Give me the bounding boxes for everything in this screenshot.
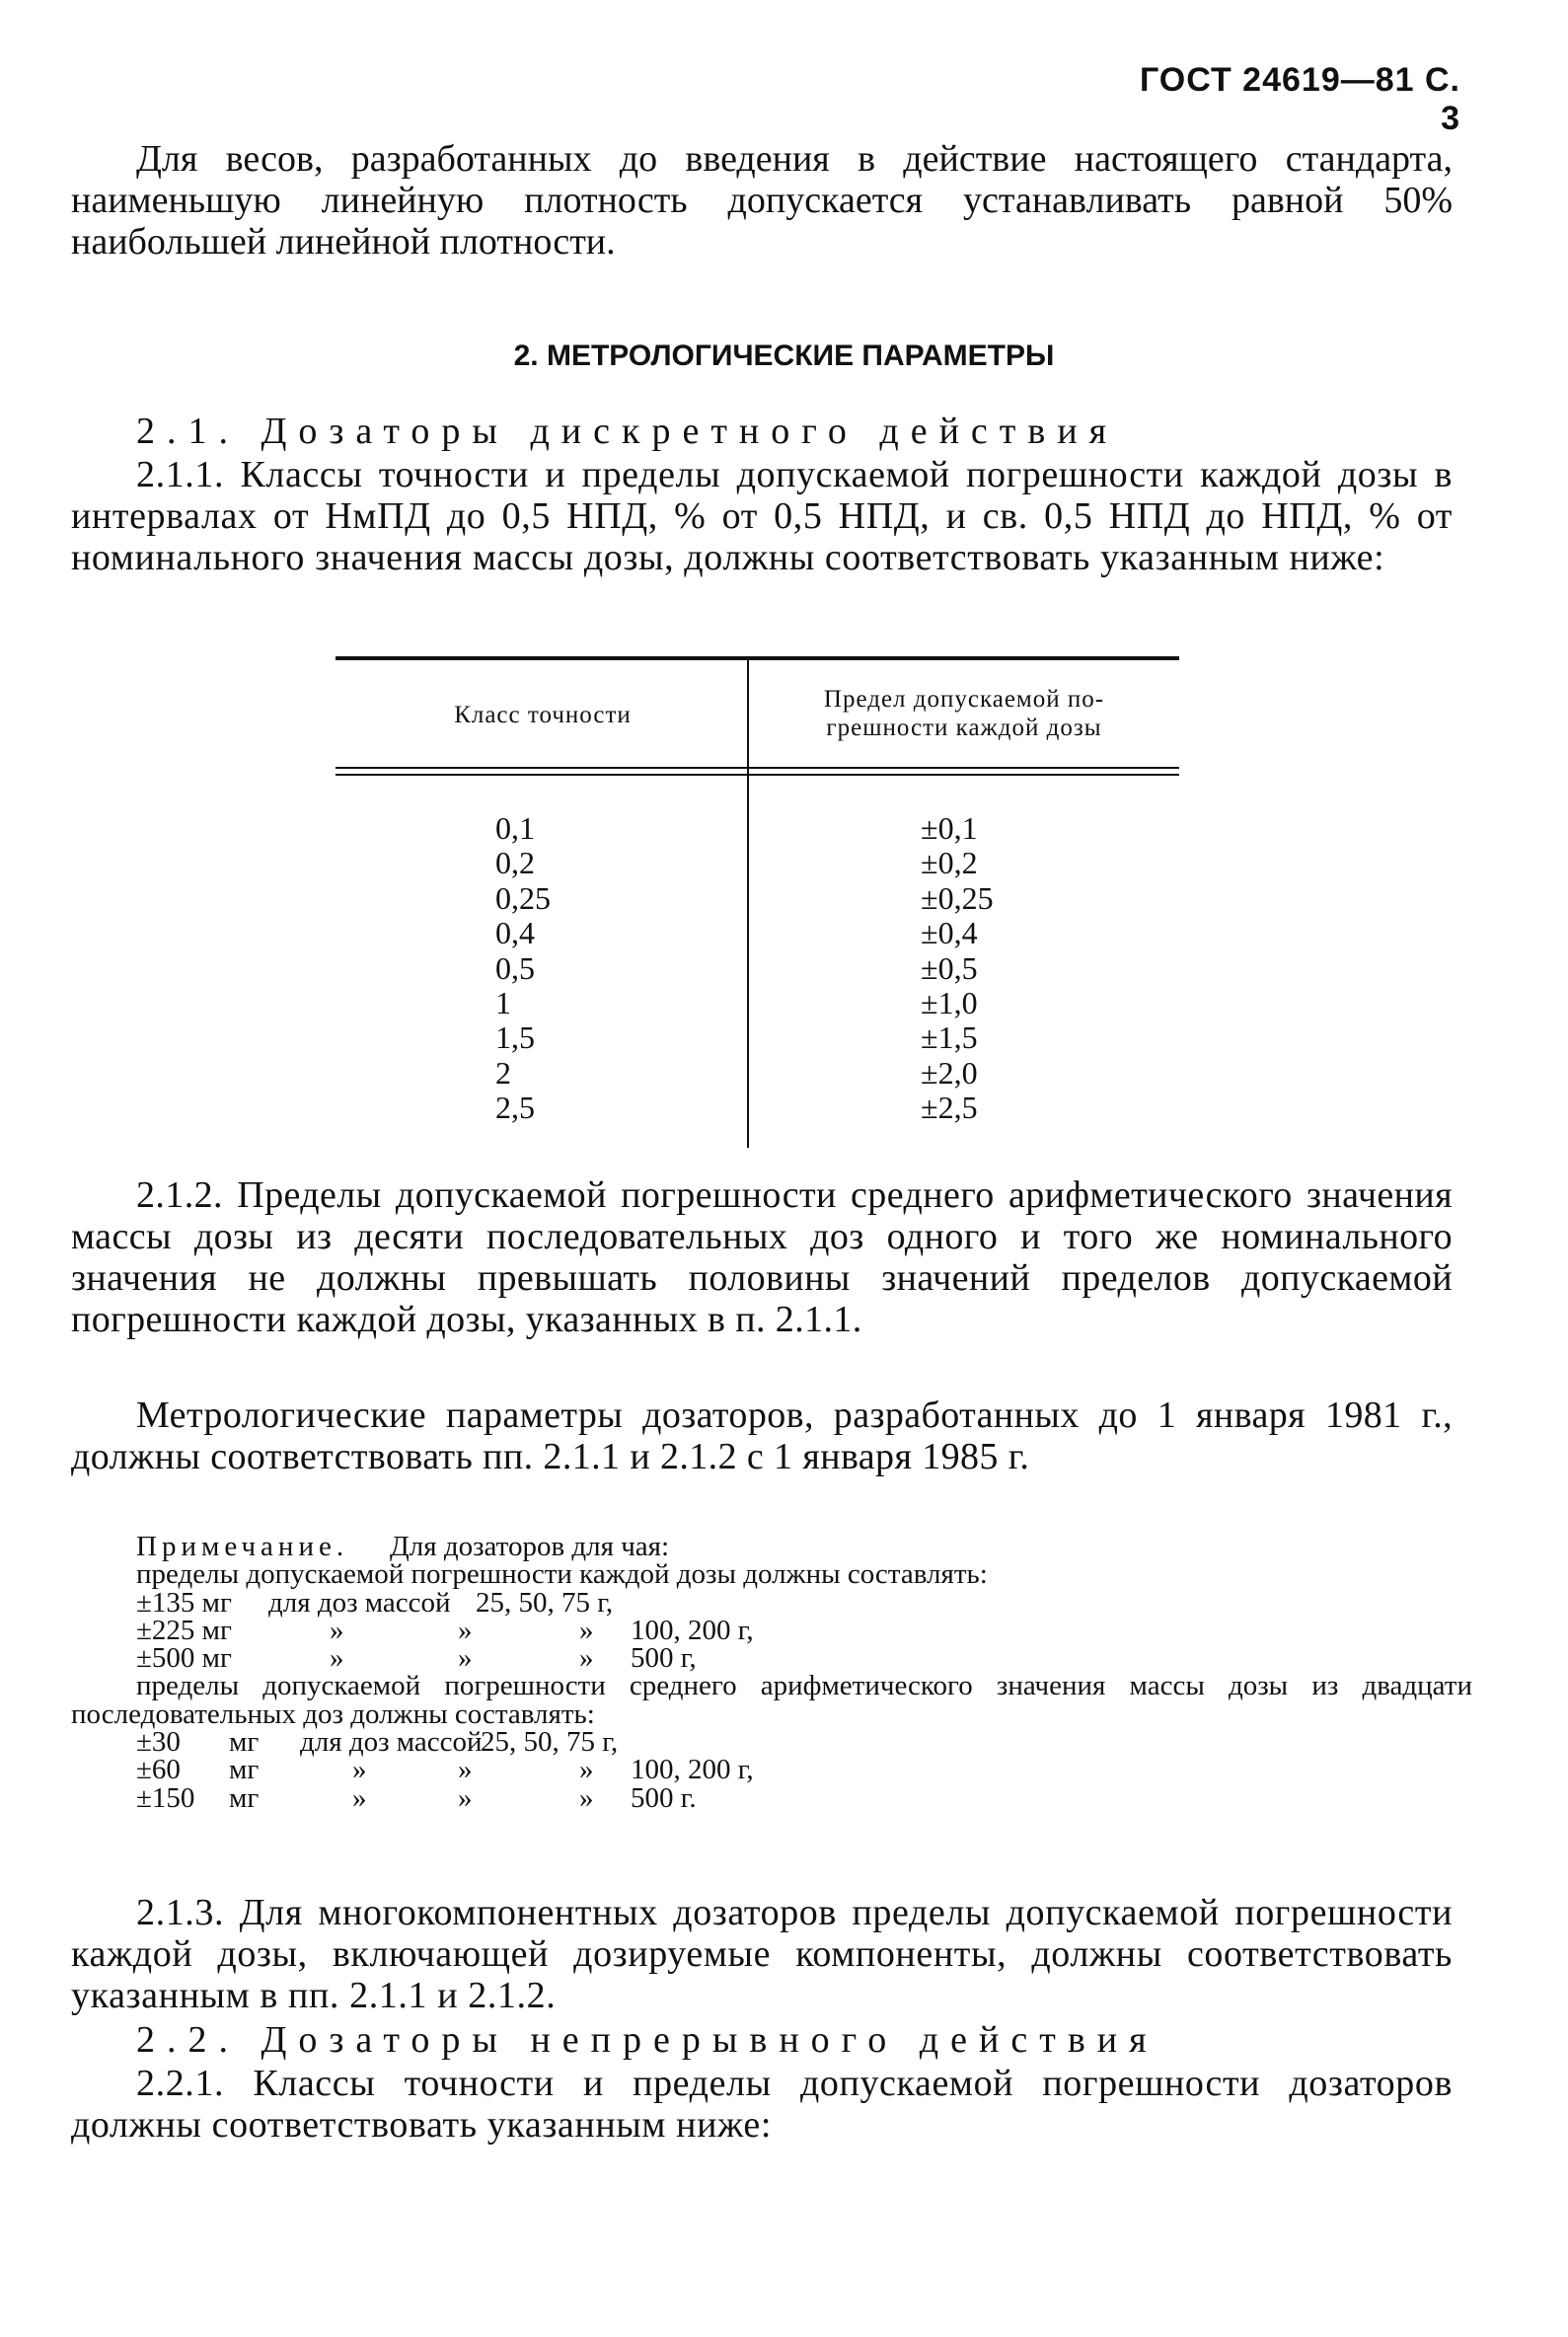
note-row-unit: мг — [229, 1754, 260, 1786]
note-row — [71, 1726, 1472, 1759]
table-header-rule-1 — [336, 767, 1179, 769]
table-limit-cell: ±2,5 — [921, 1090, 978, 1126]
note-row-q2: » — [579, 1642, 594, 1675]
note-row — [71, 1586, 1472, 1619]
note-row-error: ±225 мг — [136, 1614, 232, 1646]
table-class-cell: 1,5 — [495, 1019, 535, 1056]
subsection-heading-2-2: 2.2. Дозаторы непрерывного действия — [136, 2019, 1158, 2061]
note-each-dose-rows — [71, 1586, 1472, 1675]
table-header-rule-2 — [336, 774, 1179, 776]
note-row-error: ±30 — [136, 1726, 181, 1759]
subsection-heading-2-1: 2.1. Дозаторы дискретного действия — [136, 411, 1119, 452]
note-row-q1: » — [458, 1614, 473, 1646]
note-row-unit: мг — [229, 1781, 260, 1814]
note-row-unit: мг — [229, 1726, 260, 1759]
note-row-q1: » — [458, 1642, 473, 1675]
table-class-cell: 0,1 — [495, 810, 535, 846]
note-row-mass: » — [352, 1754, 367, 1786]
paragraph-metrological: Метрологические параметры дозаторов, разработанных до 1 января 1981 г., должны соответствовать пп. 2.1.1 и 2.1.2 с 1 января 1985 г. — [71, 1395, 1453, 1477]
table-limit-cell: ±2,0 — [921, 1054, 978, 1091]
note-row-values: 500 г. — [631, 1781, 697, 1814]
note-row-mass: » — [330, 1614, 344, 1646]
table-class-column — [495, 811, 693, 1126]
note-text: Для дозаторов для чая: — [390, 1531, 670, 1562]
note-each-dose-intro: пределы допускаемой погрешности каждой дозы должны составлять: — [136, 1558, 988, 1591]
note-block — [71, 1533, 1472, 1812]
paragraph-2-1-1: 2.1.1. Классы точности и пределы допускаемой погрешности каждой дозы в интервалах от НмПД до 0,5 НПД, % от 0,5 НПД, и св. 0,5 НПД до НПД, % от номинального значения массы дозы, должны соответствовать указанным ниже: — [71, 454, 1453, 578]
paragraph-2-1-2: 2.1.2. Пределы допускаемой погрешности среднего арифметического значения массы дозы из десяти последовательных доз одного и того же номинального значения не должны превышать половины значений пределов допускаемой погрешности каждой дозы, указанных в п. 2.1.1. — [71, 1174, 1453, 1340]
table-class-cell: 1 — [495, 985, 511, 1021]
table-limit-column — [921, 811, 1118, 1126]
note-row-q1: » — [458, 1754, 473, 1786]
note-row-error: ±135 мг — [136, 1586, 232, 1619]
note-row-values: 100, 200 г, — [631, 1754, 754, 1786]
note-row-q2: » — [579, 1754, 594, 1786]
table-column-divider — [747, 658, 749, 1148]
note-row-q1: » — [458, 1781, 473, 1814]
table-class-cell: 2 — [495, 1054, 511, 1091]
paragraph-2-2-1: 2.2.1. Классы точности и пределы допускаемой погрешности дозаторов должны соответствовать указанным ниже: — [71, 2063, 1453, 2146]
table-limit-cell: ±1,5 — [921, 1019, 978, 1056]
note-row-mass: для доз массой — [268, 1586, 451, 1619]
table-class-cell: 0,4 — [495, 915, 535, 951]
table-class-cell: 0,25 — [495, 879, 551, 916]
table-header-limit-line2: грешности каждой дозы — [826, 715, 1102, 741]
note-row-values: 25, 50, 75 г, — [476, 1586, 614, 1619]
table-class-cell: 0,2 — [495, 845, 535, 881]
note-label: Примечание. — [136, 1531, 349, 1562]
table-limit-cell: ±1,0 — [921, 985, 978, 1021]
note-row-error: ±500 мг — [136, 1642, 232, 1675]
note-row-error: ±150 — [136, 1781, 195, 1814]
table-header-limit-line1: Предел допускаемой по- — [823, 686, 1105, 713]
table-top-rule — [336, 656, 1179, 660]
page-header: ГОСТ 24619—81 С. 3 — [1139, 61, 1460, 137]
table-limit-cell: ±0,4 — [921, 915, 978, 951]
note-mean-intro: пределы допускаемой погрешности среднего арифметического значения массы дозы из двадцати последовательных доз должны составлять: — [71, 1670, 1472, 1730]
note-row-mass: для доз массой — [300, 1726, 483, 1759]
note-row — [71, 1642, 1472, 1675]
note-row-values: 500 г, — [631, 1642, 697, 1675]
note-row-q2: » — [579, 1614, 594, 1646]
note-mean-rows — [71, 1728, 1472, 1812]
table-class-cell: 0,5 — [495, 949, 535, 986]
table-header-class: Класс точности — [454, 702, 632, 728]
section-title: 2. МЕТРОЛОГИЧЕСКИЕ ПАРАМЕТРЫ — [513, 339, 1055, 372]
note-row — [71, 1754, 1472, 1786]
note-row-error: ±60 — [136, 1754, 181, 1786]
table-limit-cell: ±0,25 — [921, 879, 994, 916]
table-limit-cell: ±0,5 — [921, 949, 978, 986]
table-limit-cell: ±0,2 — [921, 845, 978, 881]
table-limit-cell: ±0,1 — [921, 810, 978, 846]
note-row — [71, 1781, 1472, 1814]
note-row-values: 100, 200 г, — [631, 1614, 754, 1646]
paragraph-2-1-3: 2.1.3. Для многокомпонентных дозаторов пределы допускаемой погрешности каждой дозы, включающей дозируемые компоненты, должны соответствовать указанным в пп. 2.1.1 и 2.1.2. — [71, 1892, 1453, 2016]
table-class-cell: 2,5 — [495, 1090, 535, 1126]
intro-paragraph: Для весов, разработанных до введения в действие настоящего стандарта, наименьшую линейную плотность допускается устанавливать равной 50% наибольшей линейной плотности. — [71, 138, 1453, 263]
note-row-q2: » — [579, 1781, 594, 1814]
note-row — [71, 1614, 1472, 1646]
note-title-row — [71, 1533, 1472, 1560]
note-row-mass: » — [352, 1781, 367, 1814]
note-row-values: 25, 50, 75 г, — [481, 1726, 619, 1759]
note-row-mass: » — [330, 1642, 344, 1675]
